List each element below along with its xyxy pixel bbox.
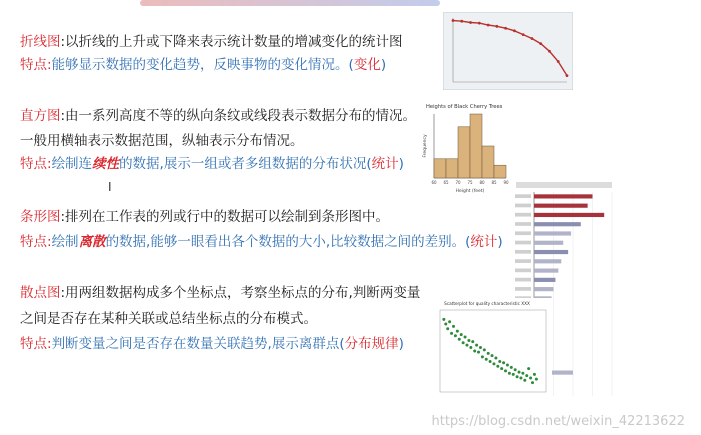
category-label-blur [515,213,531,217]
definition: :用两组数据构成多个坐标点，考察坐标点的分布,判断两变量 [60,285,421,301]
feature-tag: 变化 [353,57,381,73]
tick-label: 85 [491,180,497,185]
data-point [496,365,499,368]
data-point [478,22,481,25]
data-point [446,327,449,330]
feature-close: ) [398,156,404,172]
data-point [489,360,492,363]
tick-label: 65 [443,180,449,185]
histogram-bar [470,114,482,178]
scatter-definition [20,284,420,302]
bar [534,231,571,235]
tick-label: 90 [503,180,509,185]
top-banner [0,0,701,10]
data-point [514,368,517,371]
line-chart-definition [20,33,403,51]
definition-continued: 之间是否存在某种关联或总结坐标点的分布模式。 [20,311,317,327]
data-point [531,381,534,384]
category-label-blur [515,278,531,282]
bar [534,204,588,208]
feature-close: ) [497,234,503,250]
bar [534,213,604,217]
histogram-line2 [20,132,304,150]
feature-emphasis: 续性 [92,156,120,172]
category-label-blur [515,287,531,291]
term: 散点图 [20,285,61,301]
category-label-blur [515,250,531,254]
bar [534,259,561,263]
data-point [473,350,476,353]
data-point [469,21,472,24]
feature-emphasis: 离散 [78,234,106,250]
feature-label: 特点: [20,234,52,250]
chart-heading-blur [516,182,612,188]
data-point [502,361,505,364]
data-point [444,323,447,326]
data-point [533,373,536,376]
data-point [462,341,465,344]
term: 直方图 [20,108,61,124]
bar [534,269,558,273]
feature-pre: 绘制 [51,234,79,250]
watermark: https://blog.csdn.net/weixin_42213622 [431,414,685,429]
data-point [513,29,516,32]
histogram-bar [434,159,446,178]
feature-close: ) [398,336,404,352]
line-chart-feature [20,56,386,74]
data-point [471,340,474,343]
data-point [566,74,569,77]
category-label-blur [515,204,531,208]
data-point [450,332,453,335]
histogram-definition [20,107,416,125]
feature-tag: 分布规律 [344,336,399,352]
data-point [504,369,507,372]
category-label-blur [515,194,531,198]
data-point [516,375,519,378]
data-point [467,339,470,342]
data-point [498,360,501,363]
bar [534,278,555,282]
feature-text: 判断变量之间是否存在数量关联趋势,展示离群点( [51,336,345,352]
bar-chart-feature [20,233,503,251]
data-point [531,37,534,40]
data-point [491,354,494,357]
category-label-blur [515,241,531,245]
category-label-blur [515,269,531,273]
data-point [548,50,551,53]
data-point [454,334,457,337]
x-axis-label: Height (feet) [455,189,485,194]
feature-label: 特点: [20,156,52,172]
scatter-chart-thumbnail [422,298,552,402]
tick-label: 80 [479,180,485,185]
data-point [475,344,478,347]
data-point [469,346,472,349]
data-point [442,318,445,321]
feature-pre: 绘制连 [51,156,93,172]
feature-close: ) [380,57,387,73]
bar [534,194,593,198]
scatter-feature [20,335,404,353]
data-point [522,33,525,36]
data-point [506,364,509,367]
data-point [495,25,498,28]
definition: :由一系列高度不等的纵向条纹或线段表示数据分布的情况。 [60,108,417,124]
data-point [456,330,459,333]
data-point [477,351,480,354]
chart-title: Scatterplot for quality characteristic XXX [444,301,530,306]
feature-post: 的数据,能够一眼看出各个数据的大小,比较数据之间的差别。( [105,234,471,250]
definition: :以折线的上升或下降来表示统计数量的增减变化的统计图 [60,34,403,50]
feature-tag: 统计 [371,156,399,172]
term: 折线图 [20,34,61,50]
y-axis-label: Frequency [423,134,428,158]
data-point [460,333,463,336]
data-point [487,24,490,27]
data-point [539,42,542,45]
data-point [485,358,488,361]
data-point [452,19,455,22]
chart-frame [422,298,552,402]
tick-label: 75 [467,180,473,185]
tick-label: 60 [431,180,437,185]
histogram-bar [482,146,494,178]
bar [534,287,554,291]
feature-label: 特点: [20,336,52,352]
tick-label: 70 [455,180,461,185]
bar [534,241,563,245]
data-point [535,378,538,381]
data-point [483,348,486,351]
definition-continued: 一般用横轴表示数据范围，纵轴表示分布情况。 [20,133,304,149]
data-point [479,346,482,349]
data-point [492,362,495,365]
data-point [487,352,490,355]
category-label-blur [515,231,531,235]
feature-label: 特点: [20,57,52,73]
data-point [464,335,467,338]
data-point [508,372,511,375]
data-point [510,366,513,369]
scatter-line2 [20,310,317,328]
data-point [465,344,468,347]
data-point [525,374,528,377]
data-point [527,367,530,370]
bar [534,222,581,226]
definition: :排列在工作表的列或行中的数据可以绘制到条形图中。 [60,209,390,225]
data-point [458,338,461,341]
data-point [523,379,526,382]
data-point [500,367,503,370]
data-point [494,357,497,360]
chart-title: Heights of Black Cherry Trees [426,104,503,110]
data-point [460,20,463,23]
bar [534,250,568,254]
histogram-bar [494,165,506,178]
feature-post: 的数据,展示一组或者多组数据的分布状况( [119,156,372,172]
bar-chart-definition [20,208,389,226]
histogram-feature [20,155,404,173]
chart-frame [443,12,573,90]
data-point [504,27,507,30]
term: 条形图 [20,209,61,225]
data-point [481,355,484,358]
data-point [519,376,522,379]
text-cursor-icon: I [108,180,112,194]
feature-tag: 统计 [470,234,498,250]
data-point [452,325,455,328]
category-label-blur [515,259,531,263]
histogram-bar [458,127,470,178]
data-point [557,60,560,63]
feature-text: 能够显示数据的变化趋势，反映事物的变化情况。( [51,57,354,73]
histogram-bar [446,159,458,178]
data-point [518,371,521,374]
data-point [448,320,451,323]
title-remnant [140,0,440,6]
data-point [521,372,524,375]
category-label-blur [515,222,531,226]
line-chart-thumbnail [443,12,573,90]
histogram-thumbnail [420,100,512,200]
data-point [529,376,532,379]
data-point [512,373,515,376]
